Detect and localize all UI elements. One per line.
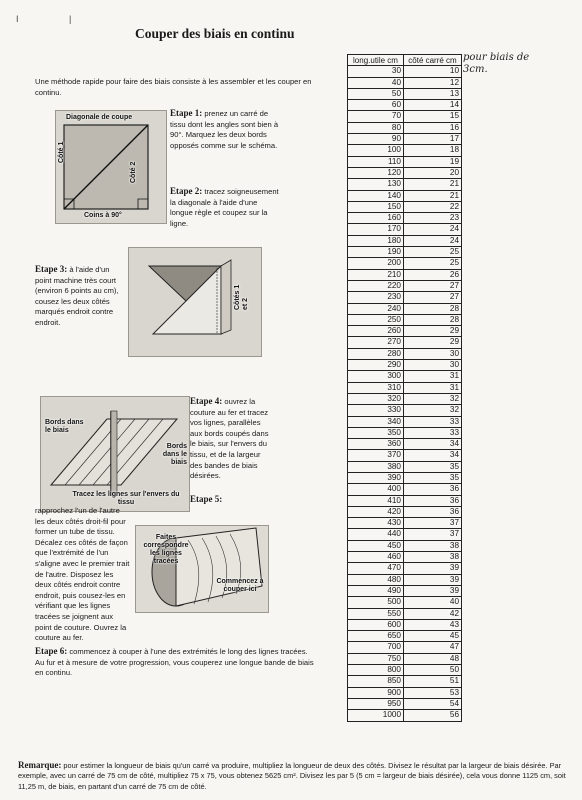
figure-1-bottom-label: Coins à 90° xyxy=(84,212,122,219)
cell-length: 220 xyxy=(348,280,404,291)
cell-square-side: 48 xyxy=(404,653,462,664)
cell-square-side: 40 xyxy=(404,597,462,608)
step-5-body xyxy=(35,506,130,644)
cell-square-side: 18 xyxy=(404,145,462,156)
table-row xyxy=(348,563,462,574)
remark-paragraph xyxy=(18,760,573,792)
cell-square-side: 25 xyxy=(404,258,462,269)
table-row xyxy=(348,190,462,201)
cell-length: 470 xyxy=(348,563,404,574)
cell-square-side: 43 xyxy=(404,619,462,630)
table-row xyxy=(348,540,462,551)
cell-square-side: 26 xyxy=(404,269,462,280)
step-2-text: tracez soigneusement la diagonale à l'aide d'une longue règle et coupez sur la ligne. xyxy=(170,187,279,228)
figure-1-square xyxy=(55,110,167,224)
table-row xyxy=(348,710,462,721)
cell-square-side: 32 xyxy=(404,405,462,416)
table-row xyxy=(348,269,462,280)
cell-length: 50 xyxy=(348,88,404,99)
table-row xyxy=(348,642,462,653)
cell-length: 410 xyxy=(348,495,404,506)
step-3-label: Etape 3: xyxy=(35,264,68,274)
cell-square-side: 13 xyxy=(404,88,462,99)
cell-length: 330 xyxy=(348,405,404,416)
cell-length: 900 xyxy=(348,687,404,698)
table-row xyxy=(348,326,462,337)
cell-length: 500 xyxy=(348,597,404,608)
figure-3-right-label: Bords dans le biais xyxy=(162,443,187,466)
step-1-label: Etape 1: xyxy=(170,108,203,118)
remark-label: Remarque: xyxy=(18,760,62,770)
cell-square-side: 42 xyxy=(404,608,462,619)
cell-length: 430 xyxy=(348,518,404,529)
table-row xyxy=(348,597,462,608)
table-row xyxy=(348,687,462,698)
step-6-text: commencez à couper à l'une des extrémités le long des lignes tracées. Au fur et à mesure de votre progression, vous couperez une longue bande de biais en continu. xyxy=(35,647,314,678)
table-body xyxy=(348,66,462,721)
cell-length: 190 xyxy=(348,247,404,258)
figure-3-left-label: Bords dans le biais xyxy=(45,419,84,434)
step-2 xyxy=(170,186,282,229)
table-row xyxy=(348,631,462,642)
cell-square-side: 50 xyxy=(404,665,462,676)
cell-square-side: 33 xyxy=(404,427,462,438)
cell-square-side: 54 xyxy=(404,698,462,709)
page-mark-left: I xyxy=(16,14,19,24)
cell-length: 200 xyxy=(348,258,404,269)
table-row xyxy=(348,450,462,461)
table-row xyxy=(348,393,462,404)
cell-length: 420 xyxy=(348,506,404,517)
table-row xyxy=(348,416,462,427)
cell-square-side: 29 xyxy=(404,326,462,337)
cell-square-side: 10 xyxy=(404,66,462,77)
cell-length: 290 xyxy=(348,360,404,371)
cell-length: 1000 xyxy=(348,710,404,721)
table-row xyxy=(348,167,462,178)
cell-square-side: 39 xyxy=(404,585,462,596)
cell-square-side: 35 xyxy=(404,461,462,472)
cell-length: 140 xyxy=(348,190,404,201)
table-row xyxy=(348,698,462,709)
cell-length: 700 xyxy=(348,642,404,653)
cell-square-side: 34 xyxy=(404,450,462,461)
cell-length: 270 xyxy=(348,337,404,348)
cell-length: 230 xyxy=(348,292,404,303)
cell-square-side: 31 xyxy=(404,382,462,393)
cell-length: 390 xyxy=(348,472,404,483)
table-row xyxy=(348,247,462,258)
cell-square-side: 34 xyxy=(404,439,462,450)
table-row xyxy=(348,314,462,325)
cell-length: 450 xyxy=(348,540,404,551)
step-5-head xyxy=(190,494,274,506)
step-5-label: Etape 5: xyxy=(190,494,223,504)
cell-square-side: 28 xyxy=(404,314,462,325)
cell-square-side: 51 xyxy=(404,676,462,687)
table-row xyxy=(348,608,462,619)
table-row xyxy=(348,258,462,269)
table-row xyxy=(348,303,462,314)
step-6-label: Etape 6: xyxy=(35,646,68,656)
figure-3-marked-lines xyxy=(40,396,190,512)
cell-length: 440 xyxy=(348,529,404,540)
bias-size-table xyxy=(347,54,462,722)
cell-length: 400 xyxy=(348,484,404,495)
cell-length: 320 xyxy=(348,393,404,404)
step-4-label: Etape 4: xyxy=(190,396,223,406)
table-row xyxy=(348,371,462,382)
cell-length: 100 xyxy=(348,145,404,156)
cell-square-side: 15 xyxy=(404,111,462,122)
table-row xyxy=(348,134,462,145)
cell-length: 130 xyxy=(348,179,404,190)
handwritten-note: pour biais de 3cm. xyxy=(463,52,530,75)
cell-length: 40 xyxy=(348,77,404,88)
table-row xyxy=(348,360,462,371)
remark-text: pour estimer la longueur de biais qu'un carré va produire, multipliez la longueur de deux des côtés. Divisez le résultat par la largeur de biais désirée. Par exemple, avec un carré de 75 cm de côté, multipliez 75 x 75, vous obtenez 5625 cm². Divisez les par 5 (5 cm = largeur de biais désirée), cela vous donne 1125 cm, soit 11,25 m, de biais, en partant d'un carré de 75 cm de côté. xyxy=(18,761,566,791)
step-1 xyxy=(170,108,282,151)
cell-length: 550 xyxy=(348,608,404,619)
cell-square-side: 20 xyxy=(404,167,462,178)
figure-1-top-label: Diagonale de coupe xyxy=(66,114,133,121)
cell-length: 80 xyxy=(348,122,404,133)
figure-3-bottom-label: Tracez les lignes sur l'envers du tissu xyxy=(72,491,180,506)
column-header-length: long.utile cm xyxy=(348,55,404,66)
cell-square-side: 45 xyxy=(404,631,462,642)
cell-square-side: 36 xyxy=(404,506,462,517)
table-row xyxy=(348,179,462,190)
step-4 xyxy=(190,396,274,482)
cell-length: 280 xyxy=(348,348,404,359)
table-row xyxy=(348,145,462,156)
cell-length: 90 xyxy=(348,134,404,145)
cell-length: 300 xyxy=(348,371,404,382)
cell-length: 210 xyxy=(348,269,404,280)
table-row xyxy=(348,472,462,483)
table-row xyxy=(348,506,462,517)
cell-square-side: 21 xyxy=(404,179,462,190)
step-5-text-wrap xyxy=(35,506,130,644)
step-6 xyxy=(35,646,317,679)
table-row xyxy=(348,484,462,495)
table-row xyxy=(348,100,462,111)
column-header-square-side: côté carré cm xyxy=(404,55,462,66)
cell-length: 310 xyxy=(348,382,404,393)
table-row xyxy=(348,66,462,77)
cell-square-side: 27 xyxy=(404,280,462,291)
cell-square-side: 31 xyxy=(404,371,462,382)
cell-square-side: 23 xyxy=(404,213,462,224)
cell-length: 750 xyxy=(348,653,404,664)
cell-length: 600 xyxy=(348,619,404,630)
cell-square-side: 22 xyxy=(404,201,462,212)
cell-square-side: 36 xyxy=(404,495,462,506)
intro-paragraph: Une méthode rapide pour faire des biais consiste à les assembler et les couper en continu. xyxy=(35,77,312,97)
cell-length: 150 xyxy=(348,201,404,212)
figure-2-side-label: Côtés 1 et 2 xyxy=(234,284,249,310)
cell-square-side: 37 xyxy=(404,518,462,529)
figure-4-start-label: Commencez à couper ici xyxy=(216,578,264,593)
cell-length: 110 xyxy=(348,156,404,167)
cell-length: 350 xyxy=(348,427,404,438)
cell-square-side: 33 xyxy=(404,416,462,427)
cell-length: 240 xyxy=(348,303,404,314)
table-row xyxy=(348,439,462,450)
table-row xyxy=(348,348,462,359)
cell-length: 950 xyxy=(348,698,404,709)
figure-2-seam xyxy=(128,247,262,357)
figure-1-left-label: Côté 1 xyxy=(58,141,65,163)
table-row xyxy=(348,552,462,563)
cell-square-side: 37 xyxy=(404,529,462,540)
cell-square-side: 56 xyxy=(404,710,462,721)
cell-length: 490 xyxy=(348,585,404,596)
cell-length: 460 xyxy=(348,552,404,563)
table-row xyxy=(348,665,462,676)
cell-length: 650 xyxy=(348,631,404,642)
table-row xyxy=(348,235,462,246)
cell-square-side: 25 xyxy=(404,247,462,258)
cell-length: 370 xyxy=(348,450,404,461)
cell-square-side: 36 xyxy=(404,484,462,495)
table-row xyxy=(348,518,462,529)
cell-square-side: 38 xyxy=(404,552,462,563)
figure-1-right-label: Côté 2 xyxy=(130,161,137,183)
table-row xyxy=(348,122,462,133)
cell-square-side: 47 xyxy=(404,642,462,653)
cell-length: 800 xyxy=(348,665,404,676)
cell-length: 340 xyxy=(348,416,404,427)
cell-length: 380 xyxy=(348,461,404,472)
cell-length: 250 xyxy=(348,314,404,325)
step-5-text: rapprochez l'un de l'autre les deux côtés droit-fil pour former un tube de tissu. Décalez ces côtés de façon que l'extrémité de l'un s'aligne avec le premier trait de l'autre. Disposez les deux côtés endroit contre endroit, puis cousez-les en vérifiant que les lignes tracées se joignent aux point de couture. Ouvrez la couture au fer. xyxy=(35,506,130,643)
table-header-row xyxy=(348,55,462,66)
cell-square-side: 27 xyxy=(404,292,462,303)
cell-length: 160 xyxy=(348,213,404,224)
table-row xyxy=(348,653,462,664)
cell-square-side: 39 xyxy=(404,574,462,585)
table-row xyxy=(348,619,462,630)
cell-length: 260 xyxy=(348,326,404,337)
table-row xyxy=(348,382,462,393)
cell-length: 480 xyxy=(348,574,404,585)
step-1-text: prenez un carré de tissu dont les angles sont bien à 90°. Marquez les deux bords opposés comme sur le schéma. xyxy=(170,109,279,150)
cell-square-side: 35 xyxy=(404,472,462,483)
cell-length: 30 xyxy=(348,66,404,77)
cell-square-side: 19 xyxy=(404,156,462,167)
cell-square-side: 24 xyxy=(404,235,462,246)
step-4-text: ouvrez la couture au fer et tracez vos lignes, parallèles aux bords coupés dans le biais, sur l'envers du tissu, et de la largeur des bandes de biais désirées. xyxy=(190,397,269,481)
cell-square-side: 30 xyxy=(404,360,462,371)
cell-square-side: 38 xyxy=(404,540,462,551)
table-row xyxy=(348,88,462,99)
cell-length: 180 xyxy=(348,235,404,246)
table-row xyxy=(348,405,462,416)
table-row xyxy=(348,495,462,506)
cell-square-side: 24 xyxy=(404,224,462,235)
cell-square-side: 32 xyxy=(404,393,462,404)
table-row xyxy=(348,574,462,585)
table-row xyxy=(348,156,462,167)
cell-square-side: 12 xyxy=(404,77,462,88)
cell-length: 360 xyxy=(348,439,404,450)
table-row xyxy=(348,292,462,303)
cell-square-side: 21 xyxy=(404,190,462,201)
table-row xyxy=(348,461,462,472)
cell-length: 70 xyxy=(348,111,404,122)
figure-1-drawing xyxy=(56,111,166,223)
table-row xyxy=(348,427,462,438)
cell-square-side: 39 xyxy=(404,563,462,574)
table-row xyxy=(348,77,462,88)
step-3 xyxy=(35,264,123,329)
cell-square-side: 16 xyxy=(404,122,462,133)
table-row xyxy=(348,337,462,348)
table-row xyxy=(348,529,462,540)
cell-length: 170 xyxy=(348,224,404,235)
table-row xyxy=(348,201,462,212)
table-row xyxy=(348,280,462,291)
cell-square-side: 17 xyxy=(404,134,462,145)
table-row xyxy=(348,213,462,224)
page-title: Couper des biais en continu xyxy=(135,26,295,41)
page-mark-center: | xyxy=(69,14,72,24)
table-row xyxy=(348,585,462,596)
cell-square-side: 28 xyxy=(404,303,462,314)
figure-4-match-label: Faites correspondre les lignes tracées xyxy=(143,534,189,565)
cell-square-side: 14 xyxy=(404,100,462,111)
cell-square-side: 29 xyxy=(404,337,462,348)
step-2-label: Etape 2: xyxy=(170,186,203,196)
cell-square-side: 30 xyxy=(404,348,462,359)
cell-length: 60 xyxy=(348,100,404,111)
step-3-text: à l'aide d'un point machine très court (environ 6 points au cm), cousez les deux côtés marqués endroit contre endroit. xyxy=(35,265,119,327)
table-row xyxy=(348,676,462,687)
table-row xyxy=(348,224,462,235)
cell-square-side: 53 xyxy=(404,687,462,698)
cell-length: 120 xyxy=(348,167,404,178)
cell-length: 850 xyxy=(348,676,404,687)
table-row xyxy=(348,111,462,122)
figure-4-tube xyxy=(135,525,269,613)
